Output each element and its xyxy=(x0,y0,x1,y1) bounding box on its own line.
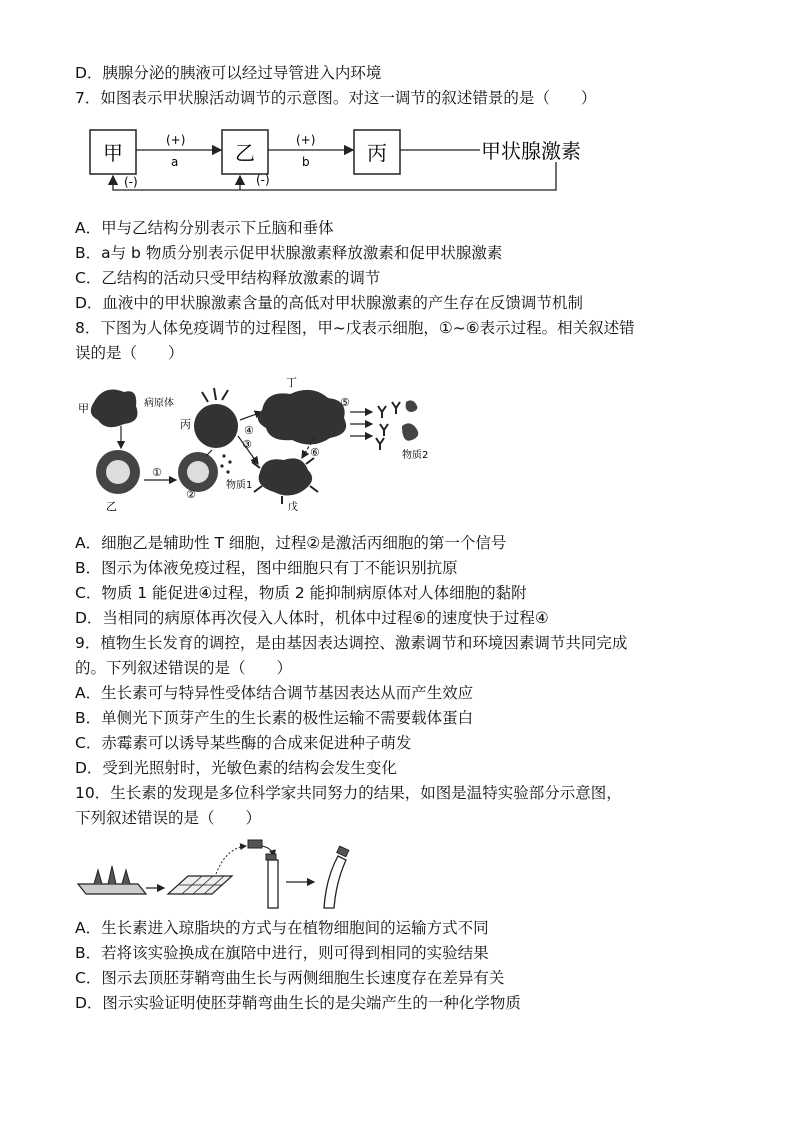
q9-option-c: C．赤霉素可以诱导某些酶的合成来促进种子萌发 xyxy=(75,734,412,752)
cell-wu xyxy=(259,458,313,495)
antibodies xyxy=(376,402,400,450)
minus-2: (-) xyxy=(256,173,270,187)
label-bing: 丙 xyxy=(180,418,191,431)
q7-option-c: C．乙结构的活动只受甲结构释放激素的调节 xyxy=(75,269,381,287)
label-jia: 甲 xyxy=(78,402,89,415)
q10-option-a: A．生长素进入琼脂块的方式与在植物细胞间的运输方式不同 xyxy=(75,919,489,937)
q9-option-b: B．单侧光下顶芽产生的生长素的极性运输不需要载体蛋白 xyxy=(75,709,474,727)
q7-option-a: A．甲与乙结构分别表示下丘脑和垂体 xyxy=(75,219,334,237)
label-wu: 戊 xyxy=(288,502,298,513)
q9-stem-line1: 9．植物生长发育的调控，是由基因表达调控、激素调节和环境因素调节共同完成 xyxy=(75,634,628,652)
q7-option-d: D．血液中的甲状腺激素含量的高低对甲状腺激素的产生存在反馈调节机制 xyxy=(75,294,583,312)
q9-stem-line2: 的。下列叙述错误的是（ ） xyxy=(75,659,293,677)
process-4: ④ xyxy=(244,424,254,437)
cell-bing xyxy=(194,404,238,448)
feedback-to-jia xyxy=(113,162,556,190)
box-yi-label: 乙 xyxy=(235,141,255,165)
q8-stem-line2: 误的是（ ） xyxy=(75,344,184,362)
q8-option-c: C．物质 1 能促进④过程，物质 2 能抑制病原体对人体细胞的黏附 xyxy=(75,584,527,602)
q9-option-a: A．生长素可与特异性受体结合调节基因表达从而产生效应 xyxy=(75,684,474,702)
cell-ding xyxy=(258,390,346,445)
coleoptile-with-block xyxy=(268,860,278,908)
q10-option-b: B．若将该实验换成在旗陪中进行，则可得到相同的实验结果 xyxy=(75,944,489,962)
process-2: ② xyxy=(186,488,196,501)
q7-stem: 7．如图表示甲状腺活动调节的示意图。对这一调节的叙述错景的是（ ） xyxy=(75,89,597,107)
q9-option-d: D．受到光照射时，光敏色素的结构会发生变化 xyxy=(75,759,397,777)
q8-stem-line1: 8．下图为人体免疫调节的过程图，甲~戊表示细胞，①~⑥表示过程。相关叙述错 xyxy=(75,319,635,337)
agar-block xyxy=(248,840,262,848)
sub-b: b xyxy=(302,155,310,169)
label-pathogen: 病原体 xyxy=(144,398,174,409)
process-3: ③ xyxy=(242,438,252,451)
label-yi: 乙 xyxy=(106,500,117,513)
process-6: ⑥ xyxy=(310,446,320,459)
q7-option-b: B．a与 b 物质分别表示促甲状腺激素释放激素和促甲状腺激素 xyxy=(75,244,503,262)
plus-1: (+) xyxy=(166,133,186,147)
q8-option-a: A．细胞乙是辅助性 T 细胞，过程②是激活丙细胞的第一个信号 xyxy=(75,534,507,552)
went-experiment-diagram xyxy=(76,838,366,910)
minus-1: (-) xyxy=(124,175,138,189)
q10-option-d: D．图示实验证明使胚芽鞘弯曲生长的是尖端产生的一种化学物质 xyxy=(75,994,521,1012)
q10-option-c: C．图示去顶胚芽鞘弯曲生长与两侧细胞生长速度存在差异有关 xyxy=(75,969,505,987)
cell-jia xyxy=(91,390,138,428)
agar-tray-with-tips xyxy=(78,884,146,894)
hormone-label: 甲状腺激素 xyxy=(481,139,581,163)
thyroid-regulation-diagram xyxy=(88,122,618,206)
immune-process-diagram xyxy=(76,376,436,516)
sub-a: a xyxy=(171,155,179,169)
label-substance-1: 物质1 xyxy=(226,480,253,491)
box-bing-label: 丙 xyxy=(367,141,387,165)
q8-option-d: D．当相同的病原体再次侵入人体时，机体中过程⑥的速度快于过程④ xyxy=(75,609,549,627)
box-jia-label: 甲 xyxy=(103,141,123,165)
label-ding: 丁 xyxy=(286,376,297,389)
process-5: ⑤ xyxy=(340,396,350,409)
q8-option-b: B．图示为体液免疫过程，图中细胞只有丁不能识别抗原 xyxy=(75,559,458,577)
plus-2: (+) xyxy=(296,133,316,147)
bent-coleoptile xyxy=(324,856,346,908)
label-substance-2: 物质2 xyxy=(402,450,429,461)
process-1: ① xyxy=(152,466,162,479)
q10-stem-line2: 下列叙述错误的是（ ） xyxy=(75,809,262,827)
q10-stem-line1: 10．生长素的发现是多位科学家共同努力的结果，如图是温特实验部分示意图， xyxy=(75,784,622,802)
q6-option-d: D．胰腺分泌的胰液可以经过导管进入内环境 xyxy=(75,64,382,82)
